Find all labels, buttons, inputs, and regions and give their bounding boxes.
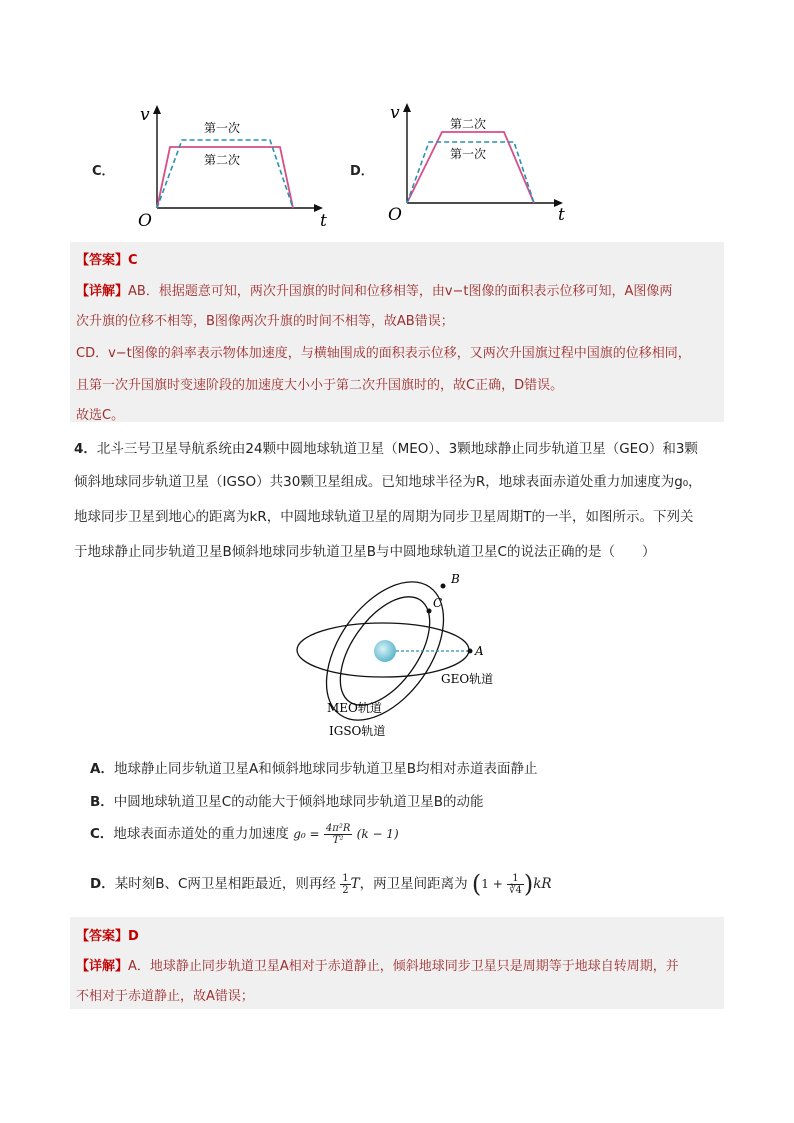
fraction-numerator: 4π²R [325,822,351,834]
option-a [90,757,537,777]
option-text: 地球静止同步轨道卫星A和倾斜地球同步轨道卫星B均相对赤道表面静止 [113,761,538,777]
geo-label: GEO轨道 [441,672,494,686]
origin-label: O [388,205,402,225]
cuberoot-fraction [507,873,524,896]
question-4-line-3: 地球同步卫星到地心的距离为kR，中圆地球轨道卫星的周期为同步卫星周期T的一半，如图所示。下列关 [74,509,694,525]
satellite-c-dot [427,609,432,614]
label-c: C [433,596,443,610]
y-axis-arrow-icon [403,103,411,112]
y-axis-arrow-icon [153,105,161,114]
option-c [90,818,399,850]
question-number: 4． [74,441,97,457]
detail-line-5: 故选C。 [76,408,125,423]
question-4-line-1 [74,437,698,457]
igso-label: IGSO轨道 [329,724,386,738]
c-top-label: 第一次 [204,121,241,135]
detail-tag: 【详解】 [76,284,129,299]
question-4-line-4: 于地球静止同步轨道卫星B倾斜地球同步轨道卫星B与中圆地球轨道卫星C的说法正确的是（ ） [74,544,656,560]
question-4-line-2: 倾斜地球同步轨道卫星（IGSO）共30颗卫星组成。已知地球半径为R，地球表面赤道处重力加速度为g₀， [74,474,702,490]
label-a: A [475,644,484,658]
earth-icon [374,640,396,662]
c-bottom-label: 第二次 [204,153,241,167]
vt-graph-d [382,98,592,233]
d-bottom-label: 第一次 [450,147,487,161]
detail-line-3: CD．v−t图像的斜率表示物体加速度，与横轴围成的面积表示位移，又两次升国旗过程中国旗的位移相同， [76,346,691,361]
left-paren: ( [471,870,482,898]
answer-line [76,249,138,268]
fraction-numerator: 1 [507,873,524,885]
axis-v-label: v [140,105,150,125]
detail-tag: 【详解】 [76,959,129,974]
axis-t-label: t [320,211,327,231]
half-fraction [340,873,350,896]
detail-line-2: 次升旗的位移不相等，B图像两次升旗的时间不相等，故AB错误； [76,314,454,329]
option-text: 中圆地球轨道卫星C的动能大于倾斜地球同步轨道卫星B的动能 [113,794,484,810]
option-b [90,790,483,810]
answer-line [76,925,139,944]
detail-line-1 [76,955,679,974]
answer-tag: 【答案】 [76,253,129,268]
formula-fraction [324,823,352,846]
option-text-2: ，两卫星间距离为 [359,876,468,892]
option-c-label: C． [92,164,115,179]
vt-graph-c [130,100,340,235]
meo-label: MEO轨道 [327,701,382,715]
option-text: 某时刻B、C两卫星相距最近，则再经 [114,876,336,892]
axis-v-label: v [390,103,400,123]
formula-kr: kR [533,876,552,892]
satellite-a-dot [468,649,473,654]
period-symbol: T [350,876,360,892]
option-d-label: D． [350,164,374,179]
formula-one-plus: 1 + [481,877,503,891]
fraction-numerator: 1 [342,872,349,884]
detail-line-4: 且第一次升国旗时变速阶段的加速度大小小于第二次升国旗时的，故C正确，D错误。 [76,378,564,393]
option-text: 地球表面赤道处的重力加速度 [113,826,289,842]
fraction-denominator: 2 [342,884,349,896]
answer-tag: 【答案】 [76,929,129,944]
detail-text: AB．根据题意可知，两次升国旗的时间和位移相等，由v−t图像的面积表示位移可知，A图像两 [128,284,673,299]
fraction-denominator: ∛4 [509,884,522,896]
answer-block-1 [70,242,724,422]
formula-tail: (k − 1) [356,827,399,841]
axis-t-label: t [558,205,565,225]
question-text: 北斗三号卫星导航系统由24颗中圆地球轨道卫星（MEO）、3颗地球静止同步轨道卫星（GEO）和3颗 [96,441,698,457]
label-b: B [451,572,460,586]
detail-line-1 [76,280,672,299]
fraction-denominator: T² [332,834,344,846]
option-label: A． [90,761,114,777]
orbit-diagram [295,565,510,745]
answer-value: D [128,929,139,944]
option-label: C． [90,826,114,842]
option-d [90,866,552,902]
right-paren: ) [523,870,534,898]
d-top-label: 第二次 [450,117,487,131]
origin-label: O [138,211,152,231]
detail-line-2: 不相对于赤道静止，故A错误； [76,989,254,1004]
formula-g0: g₀ = [293,827,320,841]
answer-value: C [128,253,138,268]
option-label: B． [90,794,114,810]
satellite-b-dot [441,584,446,589]
answer-block-2 [70,917,724,1009]
first-run-line [157,140,293,208]
option-label: D． [90,876,115,892]
detail-text: A．地球静止同步轨道卫星A相对于赤道静止，倾斜地球同步卫星只是周期等于地球自转周期，并 [128,959,679,974]
